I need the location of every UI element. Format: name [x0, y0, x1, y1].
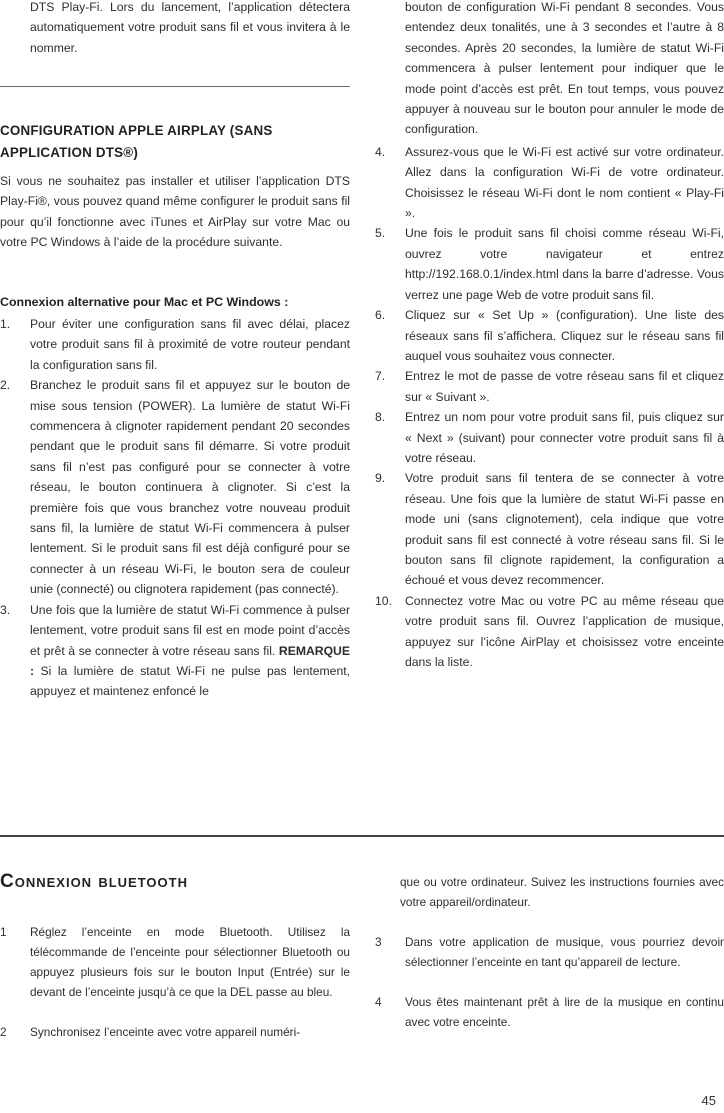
- step-text: Pour éviter une configuration sans fil avec délai, placez votre produit sans fil à proximité de votre routeur pendant la configuration sans fil.: [30, 317, 350, 372]
- list-item: [375, 468, 724, 590]
- step-text: Réglez l’enceinte en mode Bluetooth. Utilisez la télécommande de l’enceinte pour sélectionner Bluetooth ou appuyez plusieurs fois sur le bouton Input (Entrée) sur le devant de l’enceinte jusqu’à ce que la DEL passe au bleu.: [30, 925, 350, 999]
- step-text: Cliquez sur « Set Up » (configuration). Une liste des réseaux sans fil s’affichera. Cliquez sur le réseau sans fil auquel vous souhaitez vous connecter.: [405, 308, 724, 363]
- list-item: [0, 1022, 350, 1042]
- bluetooth-right-column: [375, 872, 724, 1052]
- list-item: [375, 591, 724, 673]
- list-item: [0, 922, 350, 1002]
- step-text: Vous êtes maintenant prêt à lire de la musique en continu avec votre enceinte.: [405, 995, 724, 1029]
- step-number: 4: [375, 995, 382, 1009]
- list-item: [375, 992, 724, 1032]
- step3-continued: bouton de configuration Wi-Fi pendant 8 secondes. Vous entendez deux tonalités, une à 3 secondes et l’autre à 8 secondes. Après 20 secondes, la lumière de statut Wi-Fi commencera à pulser lentement pour indiquer que le mode point d’accès est prêt. En tout temps, vous pouvez appuyer à nouveau sur le bouton pour annuler le mode de configuration.: [405, 0, 724, 137]
- right-column: [375, 0, 724, 672]
- step-text: Assurez-vous que le Wi-Fi est activé sur votre ordinateur. Allez dans la configuration Wi-Fi de votre ordinateur. Choisissez le réseau Wi-Fi dont le nom contient « Play-Fi ».: [405, 144, 724, 221]
- divider: [0, 86, 350, 87]
- section-title: CONFIGURATION APPLE AIRPLAY (SANS APPLICATION DTS®): [0, 123, 273, 160]
- step-text: Connectez votre Mac ou votre PC au même réseau que votre produit sans fil. Ouvrez l’application de musique, appuyez sur l’icône AirPlay et choisissez votre enceinte dans la liste.: [405, 593, 724, 669]
- subsection-title: Connexion alternative pour Mac et PC Windows :: [0, 295, 289, 309]
- step-number: 7.: [375, 369, 386, 384]
- step-number: 1: [0, 925, 7, 939]
- step-text: Entrez le mot de passe de votre réseau sans fil et cliquez sur « Suivant ».: [405, 369, 724, 404]
- step-number: 3: [375, 935, 382, 949]
- list-item: [375, 142, 724, 224]
- section-body: Si vous ne souhaitez pas installer et utiliser l’application DTS Play-Fi®, vous pouvez quand même configurer le produit sans fil pour qu’il fonctionne avec iTunes et AirPlay sur votre Mac ou votre PC Windows à l’aide de la procédure suivante.: [0, 174, 350, 250]
- step-number: 4.: [375, 144, 386, 159]
- step-text: Dans votre application de musique, vous pourriez devoir sélectionner l’enceinte en tant qu’appareil de lecture.: [405, 935, 724, 969]
- steps-list-left: [0, 314, 350, 702]
- step-number: 1.: [0, 317, 11, 331]
- bluetooth-steps-left: [0, 922, 350, 1062]
- step-text: Synchronisez l’enceinte avec votre appareil numéri-: [30, 1025, 301, 1039]
- list-item: [375, 366, 724, 407]
- section-divider: [0, 835, 724, 837]
- step-number: 10.: [375, 593, 392, 608]
- list-item: [375, 223, 724, 305]
- step-number: 5.: [375, 226, 386, 241]
- intro-paragraph: [0, 0, 350, 58]
- list-item: [0, 375, 350, 599]
- step-number: 3.: [0, 602, 11, 617]
- step-text-continued: Si la lumière de statut Wi-Fi ne pulse pas lentement, appuyez et maintenez enfoncé le: [30, 663, 350, 699]
- step-number: 9.: [375, 471, 386, 486]
- step2-continued: que ou votre ordinateur. Suivez les instructions fournies avec votre appareil/ordinateur.: [400, 875, 724, 909]
- step-text: Votre produit sans fil tentera de se connecter à votre réseau. Une fois que la lumière de statut Wi-Fi passe en mode uni (sans clignotement), cela indique que votre produit sans fil est connecté à votre réseau sans fil. Si le bouton sans fil clignote rapidement, la configuration a échoué et vous devez recommencer.: [405, 471, 724, 588]
- intro-text: DTS Play-Fi. Lors du lancement, l’application détectera automatiquement votre produit sans fil et vous invitera à le nommer.: [30, 0, 350, 55]
- step-number: 6.: [375, 308, 386, 323]
- page-number: 45: [701, 1093, 716, 1108]
- list-item: [0, 314, 350, 375]
- list-item: [0, 600, 350, 702]
- step-number: 2: [0, 1025, 7, 1039]
- step-text: Entrez un nom pour votre produit sans fil, puis cliquez sur « Next » (suivant) pour connecter votre produit sans fil à votre réseau.: [405, 410, 724, 465]
- step-text: Une fois le produit sans fil choisi comme réseau Wi-Fi, ouvrez votre navigateur et entrez http://192.168.0.1/index.html dans la barre d’adresse. Vous verrez une page Web de votre produit sans fil.: [405, 226, 724, 302]
- note-label: REMARQUE :: [30, 643, 350, 678]
- step-text: Branchez le produit sans fil et appuyez sur le bouton de mise sous tension (POWER). La lumière de statut Wi-Fi commencera à clignoter rapidement pendant 20 secondes pendant que le produit sans fil démarre. Si votre produit sans fil n’est pas configuré pour se connecter à votre réseau, le bouton continuera à clignoter. Si c’est la première fois que vous branchez votre nouveau produit sans fil, la lumière de statut Wi-Fi commencera à pulser lentement. Si le produit sans fil est déjà configuré pour se connecter à un réseau Wi-Fi, le bouton sera de couleur unie (connecté) ou clignotera rapidement (pas connecté).: [30, 378, 350, 597]
- list-item: [375, 407, 724, 468]
- steps-list-right: [375, 142, 724, 673]
- step-number: 8.: [375, 410, 386, 425]
- list-item: [375, 305, 724, 366]
- bluetooth-section-title: Connexion bluetooth: [0, 871, 188, 892]
- bluetooth-steps-right: [375, 932, 724, 1032]
- list-item: [375, 932, 724, 972]
- step-text: Une fois que la lumière de statut Wi-Fi commence à pulser lentement, votre produit sans fil est en mode point d’accès et prêt à se connecter à votre réseau sans fil.: [30, 602, 350, 658]
- step-number: 2.: [0, 378, 11, 393]
